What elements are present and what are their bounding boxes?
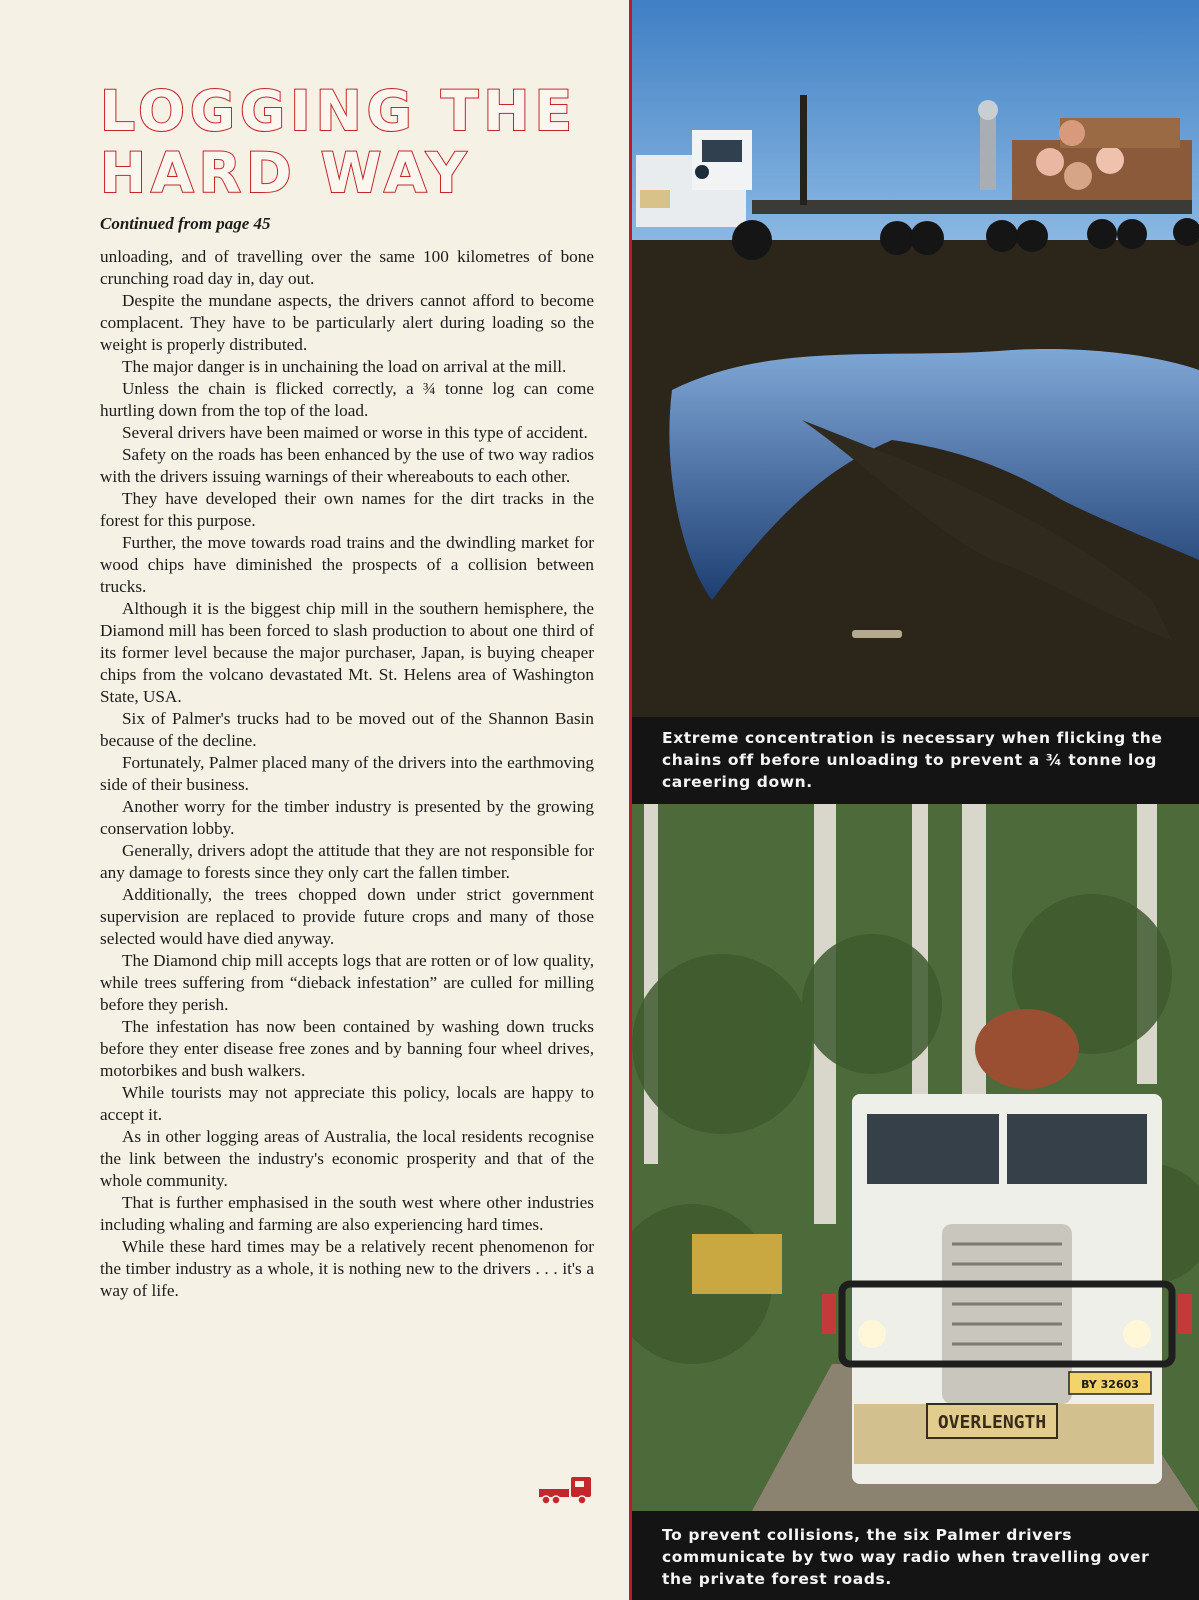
- caption-top-photo: [632, 717, 1199, 804]
- article-paragraph: Six of Palmer's trucks had to be moved out of the Shannon Basin because of the decline.: [100, 709, 594, 750]
- license-plate: [1069, 1372, 1151, 1394]
- article-paragraph: Several drivers have been maimed or worse in this type of accident.: [122, 423, 588, 442]
- article-paragraph: While these hard times may be a relatively recent phenomenon for the timber industry as a whole, it is nothing new to the drivers . . . it's a way of life.: [100, 1237, 594, 1300]
- photo-truck-forest-road: [632, 804, 1199, 1511]
- license-plate-text: BY 32603: [1081, 1378, 1139, 1391]
- continued-from-note: Continued from page 45: [100, 214, 271, 233]
- article-paragraph: Unless the chain is flicked correctly, a ¾ tonne log can come hurtling down from the top of the load.: [100, 379, 594, 420]
- article-paragraph: Safety on the roads has been enhanced by the use of two way radios with the drivers issuing warnings of their whereabouts to each other.: [100, 445, 594, 486]
- article-paragraph: The infestation has now been contained by washing down trucks before they enter disease free zones and by banning four wheel drives, motorbikes and bush walkers.: [100, 1017, 594, 1080]
- article-paragraph: The major danger is in unchaining the load on arrival at the mill.: [122, 357, 567, 376]
- article-paragraph: Generally, drivers adopt the attitude that they are not responsible for any damage to forests since they only cart the fallen timber.: [100, 841, 594, 882]
- article-paragraph: That is further emphasised in the south west where other industries including whaling and farming are also experiencing hard times.: [100, 1193, 594, 1234]
- article-paragraph: Fortunately, Palmer placed many of the drivers into the earthmoving side of their business.: [100, 753, 594, 794]
- truck-icon: [537, 1473, 595, 1512]
- article-body: [100, 246, 594, 1302]
- article-paragraph: They have developed their own names for the dirt tracks in the forest for this purpose.: [100, 489, 594, 530]
- bumper-sign-text: OVERLENGTH: [937, 1412, 1047, 1433]
- article-paragraph: Additionally, the trees chopped down under strict government supervision are replaced to provide future crops and many of those selected would have died anyway.: [100, 885, 594, 948]
- caption-bottom-photo: [632, 1511, 1199, 1600]
- bumper-sign: [927, 1404, 1057, 1438]
- article-paragraph: Although it is the biggest chip mill in the southern hemisphere, the Diamond mill has been forced to slash production to about one third of its former level because the major purchaser, Japan, is buying cheaper chips from the volcano devastated Mt. St. Helens area of Washington State, USA.: [100, 599, 594, 706]
- article-paragraph: Further, the move towards road trains and the dwindling market for wood chips have diminished the prospects of a collision between trucks.: [100, 533, 594, 596]
- article-paragraph: As in other logging areas of Australia, the local residents recognise the link between the industry's economic prosperity and that of the whole community.: [100, 1127, 594, 1190]
- caption-text: Extreme concentration is necessary when flicking the chains off before unloading to prevent a ¾ tonne log careering down.: [662, 729, 1163, 791]
- caption-text: To prevent collisions, the six Palmer drivers communicate by two way radio when travelling over the private forest roads.: [662, 1526, 1150, 1588]
- photo-logging-truck-unloading: [632, 0, 1199, 717]
- article-title: LOGGING THE HARD WAY: [100, 79, 578, 205]
- article-paragraph: Despite the mundane aspects, the drivers cannot afford to become complacent. They have to be particularly alert during loading so the weight is properly distributed.: [100, 291, 594, 354]
- article-paragraph: Another worry for the timber industry is presented by the growing conservation lobby.: [100, 797, 594, 838]
- article-paragraph: unloading, and of travelling over the same 100 kilometres of bone crunching road day in, day out.: [100, 247, 594, 288]
- article-paragraph: While tourists may not appreciate this policy, locals are happy to accept it.: [100, 1083, 594, 1124]
- article-paragraph: The Diamond chip mill accepts logs that are rotten or of low quality, while trees suffering from “dieback infestation” are culled for milling before they perish.: [100, 951, 594, 1014]
